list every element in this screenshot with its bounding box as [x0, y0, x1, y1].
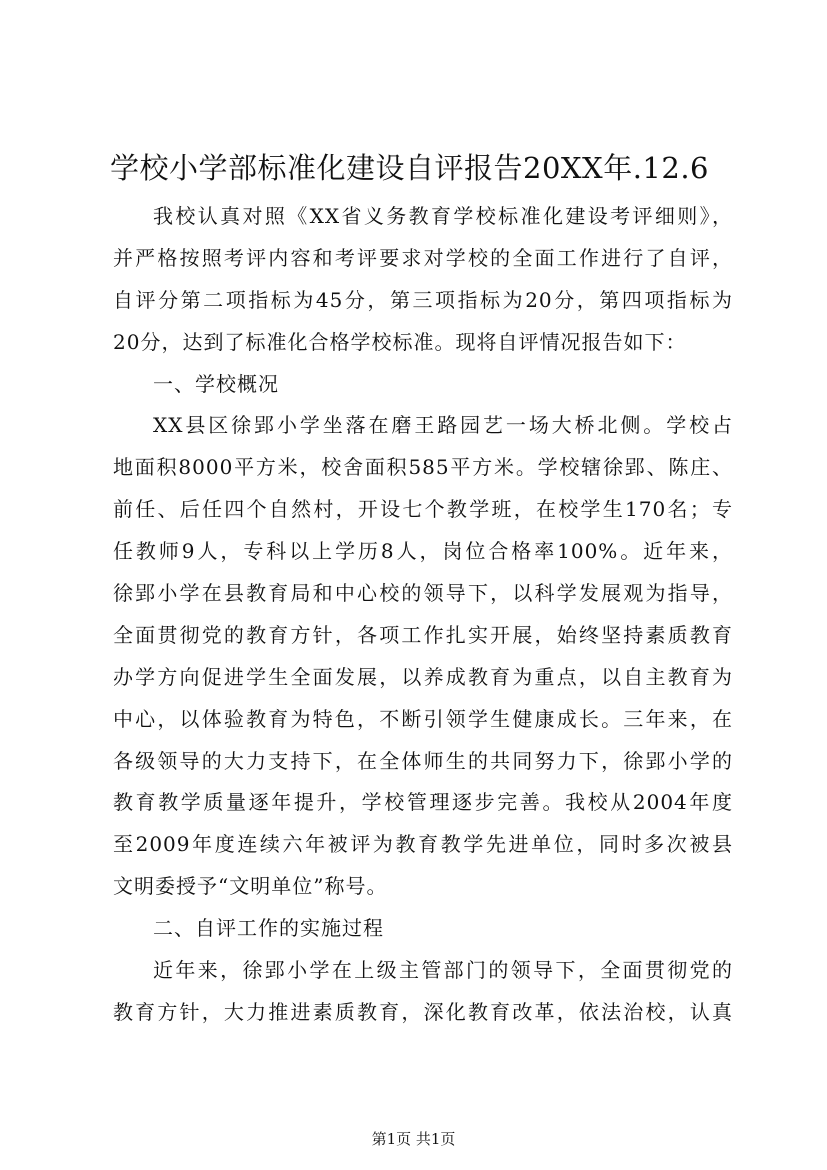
section-heading: 一、学校概况 [153, 371, 279, 396]
paragraph-line: 地面积8000平方米，校舍面积585平方米。学校辖徐郢、陈庄、 [113, 455, 733, 480]
paragraph-line: 各级领导的大力支持下，在全体师生的共同努力下，徐郢小学的 [113, 748, 733, 773]
section-heading: 二、自评工作的实施过程 [153, 916, 384, 941]
document-title: 学校小学部标准化建设自评报告20XX年.12.6 [110, 151, 709, 185]
paragraph-line: 近年来，徐郢小学在上级主管部门的领导下，全面贯彻党的 [153, 958, 733, 983]
paragraph-line: 文明委授予“文明单位”称号。 [113, 874, 388, 899]
paragraph-line: 全面贯彻党的教育方针，各项工作扎实开展，始终坚持素质教育 [113, 622, 733, 647]
paragraph-line: 至2009年度连续六年被评为教育教学先进单位，同时多次被县 [113, 832, 733, 857]
page-footer: 第1页 共1页 [371, 1130, 456, 1148]
paragraph-line: 自评分第二项指标为45分，第三项指标为20分，第四项指标为 [113, 287, 733, 312]
paragraph-line: 中心，以体验教育为特色，不断引领学生健康成长。三年来，在 [113, 706, 733, 731]
paragraph-line: XX县区徐郢小学坐落在磨王路园艺一场大桥北侧。学校占 [153, 413, 733, 438]
paragraph-line: 我校认真对照《XX省义务教育学校标准化建设考评细则》， [153, 204, 733, 228]
paragraph-line: 20分，达到了标准化合格学校标准。现将自评情况报告如下： [113, 329, 687, 354]
paragraph-line: 教育教学质量逐年提升，学校管理逐步完善。我校从2004年度 [113, 790, 733, 815]
paragraph-line: 前任、后任四个自然村，开设七个教学班，在校学生170名；专 [113, 497, 733, 522]
paragraph-line: 教育方针，大力推进素质教育，深化教育改革，依法治校，认真 [113, 999, 733, 1024]
paragraph-line: 并严格按照考评内容和考评要求对学校的全面工作进行了自评， [113, 245, 733, 270]
paragraph-line: 办学方向促进学生全面发展，以养成教育为重点，以自主教育为 [113, 664, 733, 689]
paragraph-line: 徐郢小学在县教育局和中心校的领导下，以科学发展观为指导， [113, 581, 733, 606]
paragraph-line: 任教师9人，专科以上学历8人，岗位合格率100%。近年来， [113, 539, 733, 564]
document-body [113, 196, 733, 1034]
